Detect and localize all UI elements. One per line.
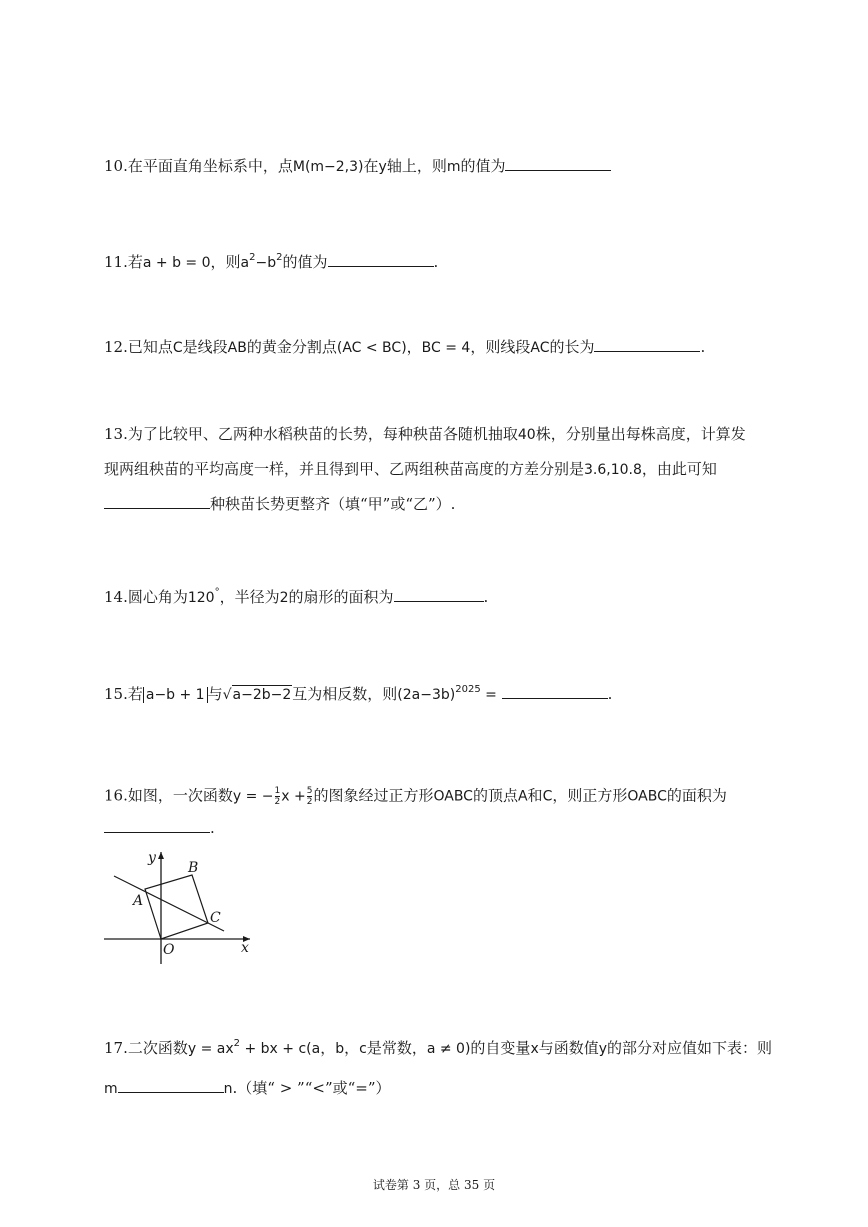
question-11: 11.若a + b = 0，则$a^2-b^2$的值为 . — [104, 252, 439, 271]
question-15: 15.若 a−b + 1 与√a−2b−2互为相反数，则$(2a-3b)^{2025}$ = . — [104, 684, 613, 703]
label-a: A — [133, 893, 144, 909]
y-axis-arrow — [158, 852, 164, 859]
answer-blank[interactable] — [502, 684, 608, 699]
function-line — [114, 876, 224, 931]
question-17-line-1: 17.二次函数$y = ax^2$ + bx + c(a，b，c是常数，a ≠ 0)的自变量x与函数值y的部分对应值如下表：则 — [104, 1038, 773, 1057]
answer-blank[interactable] — [328, 252, 434, 267]
square-function-figure — [100, 848, 260, 966]
answer-blank[interactable] — [594, 337, 700, 352]
question-13-line-1: 13.为了比较甲、乙两种水稻秧苗的长势，每种秧苗各随机抽取40株，分别量出每株高度，计算发 — [104, 425, 746, 443]
answer-blank[interactable] — [104, 494, 210, 509]
answer-blank[interactable] — [394, 587, 484, 602]
question-16-line-2: . — [104, 818, 215, 837]
question-16-line-1: 16.如图，一次函数y = − $\frac{1}{2}$ x + $\frac{5}{2}$ 的图象经过正方形OABC的顶点A和C，则正方形OABC的面积为 — [104, 786, 727, 807]
answer-blank[interactable] — [505, 156, 611, 171]
x-axis-label: x — [241, 940, 249, 956]
question-13-line-2: 现两组秧苗的平均高度一样，并且得到甲、乙两组秧苗高度的方差分别是3.6,10.8，由此可知 — [104, 460, 717, 478]
y-axis-label: y — [148, 850, 156, 866]
question-10: 10.在平面直角坐标系中，点M(m−2,3)在y轴上，则m的值为 — [104, 156, 611, 176]
label-b: B — [188, 860, 199, 876]
question-17-line-2: m n.（填“ > ”“<”或“=”） — [104, 1079, 391, 1097]
answer-blank[interactable] — [118, 1078, 224, 1093]
fraction-five-halves: $\frac{5}{2}$ — [306, 786, 313, 807]
question-14: 14.圆心角为120°，半径为2的扇形的面积为 . — [104, 587, 489, 606]
answer-blank[interactable] — [104, 818, 210, 833]
question-12: 12.已知点C是线段AB的黄金分割点(AC < BC)，BC = 4，则线段AC的长为 . — [104, 338, 706, 356]
fraction-one-half: $\frac{1}{2}$ — [274, 786, 281, 807]
page-footer: 试卷第 3 页，总 35 页 — [372, 1178, 496, 1192]
label-c: C — [210, 910, 221, 926]
label-o: O — [163, 942, 175, 958]
question-13-line-3: 种秧苗长势更整齐（填“甲”或“乙”）. — [104, 494, 455, 513]
